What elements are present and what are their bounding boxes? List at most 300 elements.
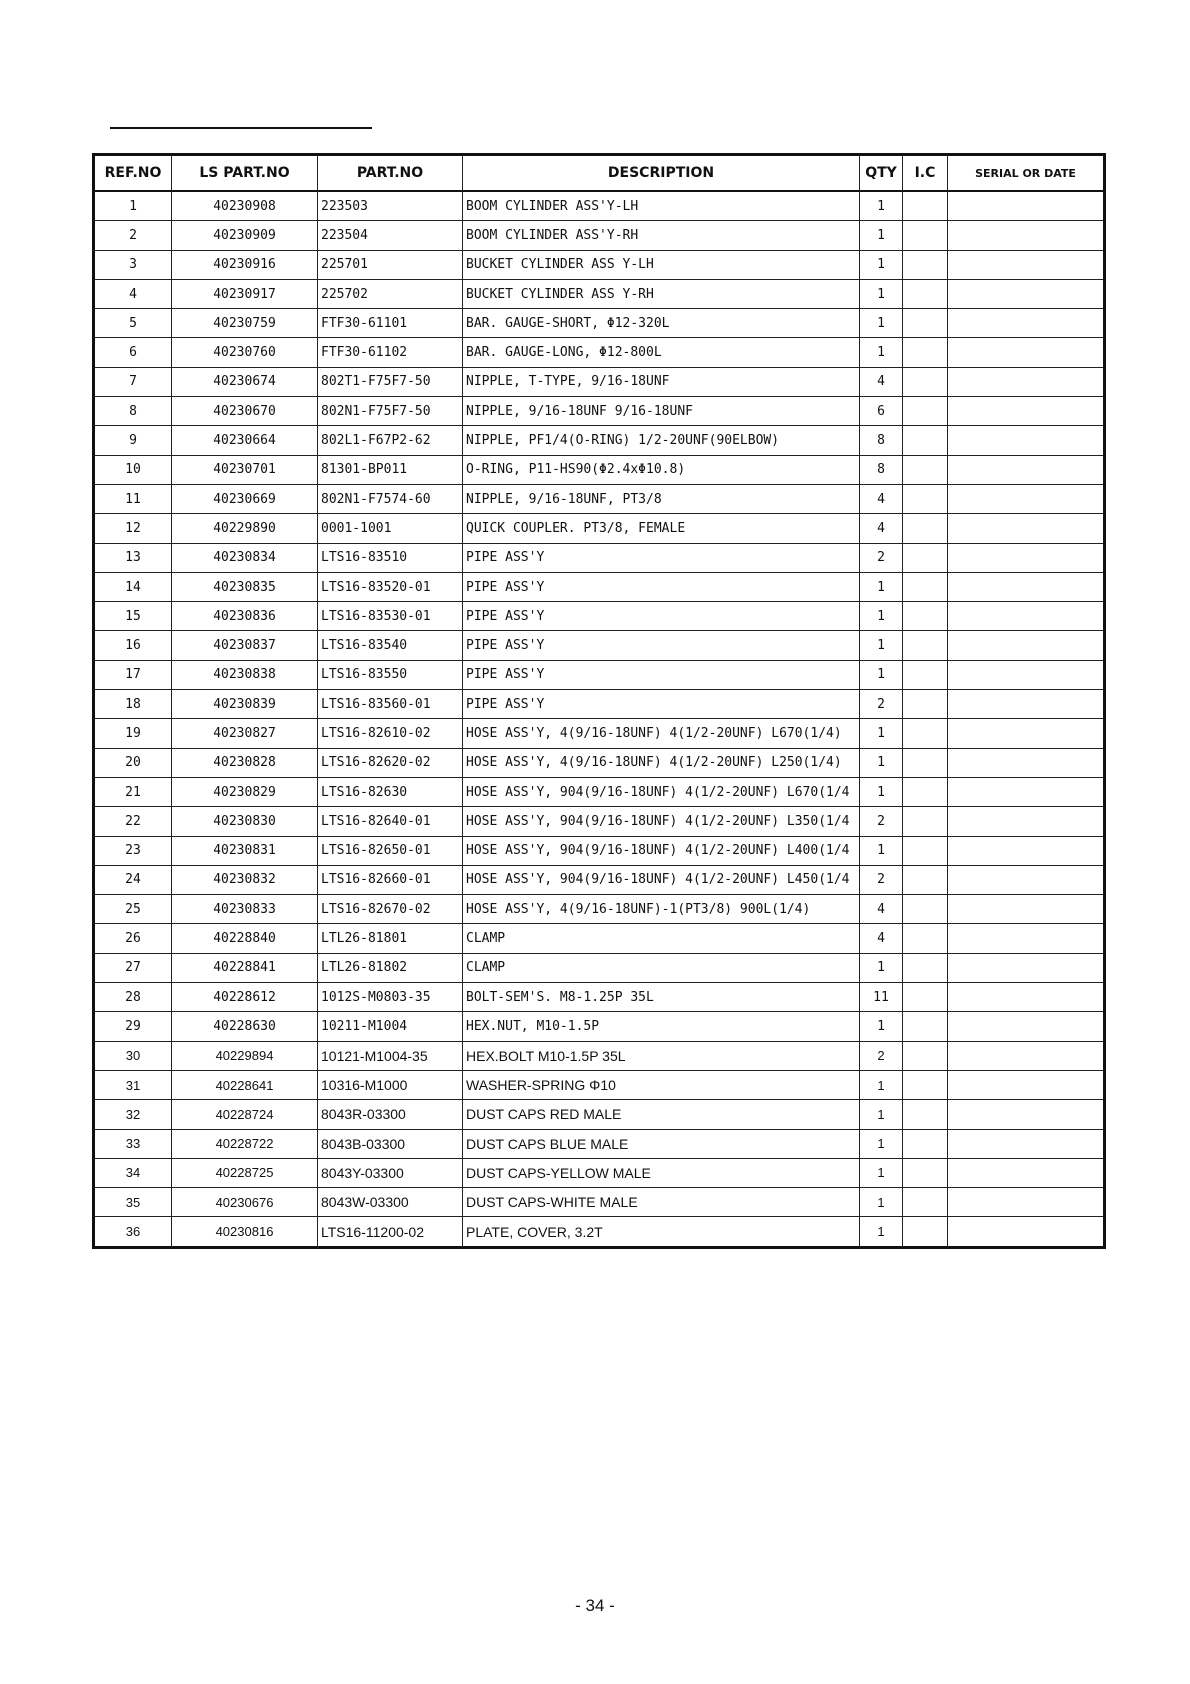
description-cell: HOSE ASS'Y, 904(9/16-18UNF) 4(1/2-20UNF) L350(1/4 [463,807,860,836]
table-row [94,895,1105,924]
table-row [94,777,1105,806]
serial-or-date-cell [948,514,1105,543]
qty-cell: 1 [860,748,903,777]
ref-no-cell: 26 [94,924,172,953]
part-no-cell: 223503 [318,191,463,221]
ref-no-cell: 24 [94,865,172,894]
ref-no-cell: 4 [94,279,172,308]
description-cell: BOOM CYLINDER ASS'Y-RH [463,221,860,250]
ic-cell [903,1129,948,1158]
table-row [94,1158,1105,1187]
ic-cell [903,690,948,719]
ic-cell [903,397,948,426]
table-row [94,836,1105,865]
table-row [94,1100,1105,1129]
ref-no-cell: 30 [94,1041,172,1070]
ref-no-cell: 27 [94,953,172,982]
qty-cell: 2 [860,690,903,719]
ls-part-no-cell: 40230676 [172,1188,318,1217]
table-row [94,484,1105,513]
part-no-cell: LTS16-82630 [318,777,463,806]
ls-part-no-cell: 40228725 [172,1158,318,1187]
ls-part-no-cell: 40230830 [172,807,318,836]
description-cell: PIPE ASS'Y [463,602,860,631]
qty-cell: 2 [860,543,903,572]
ls-part-no-cell: 40230837 [172,631,318,660]
qty-cell: 1 [860,1012,903,1041]
qty-cell: 8 [860,455,903,484]
part-no-cell: LTL26-81802 [318,953,463,982]
part-no-cell: 8043R-03300 [318,1100,463,1129]
part-no-cell: 802L1-F67P2-62 [318,426,463,455]
serial-or-date-cell [948,631,1105,660]
table-row [94,397,1105,426]
description-cell: PIPE ASS'Y [463,572,860,601]
ic-cell [903,983,948,1012]
qty-cell: 1 [860,953,903,982]
part-no-cell: LTS16-83530-01 [318,602,463,631]
part-no-cell: LTS16-82610-02 [318,719,463,748]
ls-part-no-cell: 40230839 [172,690,318,719]
description-cell: PIPE ASS'Y [463,690,860,719]
table-row [94,660,1105,689]
ic-cell [903,1188,948,1217]
part-no-cell: LTS16-82640-01 [318,807,463,836]
part-no-cell: LTS16-83510 [318,543,463,572]
ic-cell [903,367,948,396]
ls-part-no-cell: 40230831 [172,836,318,865]
serial-or-date-cell [948,484,1105,513]
part-no-cell: 8043W-03300 [318,1188,463,1217]
part-no-cell: 802N1-F75F7-50 [318,397,463,426]
part-no-cell: 0001-1001 [318,514,463,543]
ref-no-cell: 2 [94,221,172,250]
ls-part-no-cell: 40230835 [172,572,318,601]
table-row [94,514,1105,543]
part-no-cell: LTS16-82660-01 [318,865,463,894]
part-no-cell: 10316-M1000 [318,1070,463,1099]
table-row [94,807,1105,836]
ic-cell [903,777,948,806]
ref-no-cell: 19 [94,719,172,748]
description-cell: NIPPLE, PF1/4(O-RING) 1/2-20UNF(90ELBOW) [463,426,860,455]
qty-cell: 1 [860,309,903,338]
ref-no-cell: 32 [94,1100,172,1129]
header-serial-or-date: SERIAL OR DATE [948,155,1105,192]
ic-cell [903,895,948,924]
part-no-cell: LTS16-83520-01 [318,572,463,601]
table-row [94,279,1105,308]
qty-cell: 4 [860,367,903,396]
description-cell: PIPE ASS'Y [463,631,860,660]
description-cell: HEX.BOLT M10-1.5P 35L [463,1041,860,1070]
ic-cell [903,748,948,777]
ls-part-no-cell: 40230759 [172,309,318,338]
ref-no-cell: 5 [94,309,172,338]
table-body [94,191,1105,1247]
ic-cell [903,426,948,455]
table-row [94,1129,1105,1158]
qty-cell: 6 [860,397,903,426]
serial-or-date-cell [948,1012,1105,1041]
ref-no-cell: 13 [94,543,172,572]
ls-part-no-cell: 40230917 [172,279,318,308]
header-description: DESCRIPTION [463,155,860,192]
serial-or-date-cell [948,660,1105,689]
part-no-cell: 10121-M1004-35 [318,1041,463,1070]
serial-or-date-cell [948,221,1105,250]
ic-cell [903,631,948,660]
ls-part-no-cell: 40230827 [172,719,318,748]
ic-cell [903,1100,948,1129]
table-row [94,572,1105,601]
table-row [94,690,1105,719]
ls-part-no-cell: 40230909 [172,221,318,250]
qty-cell: 1 [860,1100,903,1129]
ic-cell [903,1012,948,1041]
ls-part-no-cell: 40230908 [172,191,318,221]
ls-part-no-cell: 40228612 [172,983,318,1012]
ref-no-cell: 29 [94,1012,172,1041]
ic-cell [903,836,948,865]
ref-no-cell: 34 [94,1158,172,1187]
serial-or-date-cell [948,1070,1105,1099]
serial-or-date-cell [948,777,1105,806]
ls-part-no-cell: 40228724 [172,1100,318,1129]
ic-cell [903,602,948,631]
table-row [94,221,1105,250]
description-cell: PIPE ASS'Y [463,660,860,689]
qty-cell: 1 [860,1158,903,1187]
ref-no-cell: 35 [94,1188,172,1217]
qty-cell: 2 [860,1041,903,1070]
ls-part-no-cell: 40230670 [172,397,318,426]
table-row [94,543,1105,572]
description-cell: BAR. GAUGE-LONG, Φ12-800L [463,338,860,367]
ref-no-cell: 9 [94,426,172,455]
parts-table [92,153,1106,1249]
qty-cell: 4 [860,514,903,543]
qty-cell: 1 [860,1070,903,1099]
ref-no-cell: 6 [94,338,172,367]
ls-part-no-cell: 40230836 [172,602,318,631]
description-cell: DUST CAPS-YELLOW MALE [463,1158,860,1187]
qty-cell: 1 [860,279,903,308]
ls-part-no-cell: 40228641 [172,1070,318,1099]
description-cell: DUST CAPS-WHITE MALE [463,1188,860,1217]
ic-cell [903,250,948,279]
qty-cell: 1 [860,777,903,806]
part-no-cell: LTL26-81801 [318,924,463,953]
qty-cell: 1 [860,572,903,601]
ic-cell [903,455,948,484]
ref-no-cell: 25 [94,895,172,924]
qty-cell: 11 [860,983,903,1012]
part-no-cell: 8043B-03300 [318,1129,463,1158]
qty-cell: 4 [860,484,903,513]
description-cell: DUST CAPS RED MALE [463,1100,860,1129]
description-cell: HOSE ASS'Y, 4(9/16-18UNF) 4(1/2-20UNF) L670(1/4) [463,719,860,748]
table-row [94,953,1105,982]
table-row [94,1217,1105,1247]
ic-cell [903,543,948,572]
qty-cell: 1 [860,191,903,221]
qty-cell: 1 [860,338,903,367]
description-cell: PIPE ASS'Y [463,543,860,572]
qty-cell: 1 [860,250,903,279]
part-no-cell: FTF30-61101 [318,309,463,338]
ls-part-no-cell: 40228630 [172,1012,318,1041]
part-no-cell: LTS16-83550 [318,660,463,689]
header-part-no: PART.NO [318,155,463,192]
ref-no-cell: 20 [94,748,172,777]
description-cell: O-RING, P11-HS90(Φ2.4xΦ10.8) [463,455,860,484]
serial-or-date-cell [948,602,1105,631]
ic-cell [903,279,948,308]
table-row [94,455,1105,484]
serial-or-date-cell [948,865,1105,894]
ref-no-cell: 16 [94,631,172,660]
part-no-cell: 10211-M1004 [318,1012,463,1041]
ref-no-cell: 10 [94,455,172,484]
table-row [94,309,1105,338]
ic-cell [903,660,948,689]
page-number: - 34 - [575,1596,615,1615]
table-row [94,338,1105,367]
serial-or-date-cell [948,1188,1105,1217]
serial-or-date-cell [948,191,1105,221]
table-row [94,865,1105,894]
ls-part-no-cell: 40230832 [172,865,318,894]
serial-or-date-cell [948,250,1105,279]
ref-no-cell: 14 [94,572,172,601]
header-ic: I.C [903,155,948,192]
part-no-cell: 223504 [318,221,463,250]
serial-or-date-cell [948,309,1105,338]
description-cell: BUCKET CYLINDER ASS Y-LH [463,250,860,279]
ic-cell [903,221,948,250]
header-ls-part-no: LS PART.NO [172,155,318,192]
qty-cell: 1 [860,221,903,250]
ic-cell [903,1041,948,1070]
part-no-cell: 225702 [318,279,463,308]
ls-part-no-cell: 40230701 [172,455,318,484]
description-cell: BOOM CYLINDER ASS'Y-LH [463,191,860,221]
ic-cell [903,514,948,543]
description-cell: CLAMP [463,924,860,953]
ref-no-cell: 22 [94,807,172,836]
serial-or-date-cell [948,426,1105,455]
qty-cell: 4 [860,924,903,953]
description-cell: NIPPLE, 9/16-18UNF 9/16-18UNF [463,397,860,426]
serial-or-date-cell [948,748,1105,777]
title-underline [110,127,372,129]
description-cell: HOSE ASS'Y, 4(9/16-18UNF) 4(1/2-20UNF) L250(1/4) [463,748,860,777]
table-row [94,719,1105,748]
qty-cell: 2 [860,807,903,836]
qty-cell: 1 [860,719,903,748]
table-row [94,602,1105,631]
table-row [94,631,1105,660]
table-row [94,1188,1105,1217]
part-no-cell: FTF30-61102 [318,338,463,367]
serial-or-date-cell [948,836,1105,865]
ref-no-cell: 21 [94,777,172,806]
ref-no-cell: 15 [94,602,172,631]
serial-or-date-cell [948,807,1105,836]
serial-or-date-cell [948,455,1105,484]
serial-or-date-cell [948,397,1105,426]
part-no-cell: LTS16-82650-01 [318,836,463,865]
ref-no-cell: 11 [94,484,172,513]
qty-cell: 1 [860,1129,903,1158]
serial-or-date-cell [948,1100,1105,1129]
description-cell: PLATE, COVER, 3.2T [463,1217,860,1247]
ic-cell [903,953,948,982]
table-row [94,250,1105,279]
serial-or-date-cell [948,983,1105,1012]
description-cell: NIPPLE, 9/16-18UNF, PT3/8 [463,484,860,513]
description-cell: WASHER-SPRING Φ10 [463,1070,860,1099]
ls-part-no-cell: 40230833 [172,895,318,924]
qty-cell: 1 [860,836,903,865]
part-no-cell: 802N1-F7574-60 [318,484,463,513]
ref-no-cell: 3 [94,250,172,279]
table-row [94,983,1105,1012]
serial-or-date-cell [948,1158,1105,1187]
serial-or-date-cell [948,572,1105,601]
ls-part-no-cell: 40229894 [172,1041,318,1070]
qty-cell: 1 [860,1217,903,1247]
description-cell: CLAMP [463,953,860,982]
ic-cell [903,572,948,601]
ic-cell [903,807,948,836]
serial-or-date-cell [948,543,1105,572]
qty-cell: 2 [860,865,903,894]
ls-part-no-cell: 40229890 [172,514,318,543]
qty-cell: 8 [860,426,903,455]
serial-or-date-cell [948,1217,1105,1247]
ref-no-cell: 33 [94,1129,172,1158]
ic-cell [903,1070,948,1099]
ref-no-cell: 7 [94,367,172,396]
ls-part-no-cell: 40228722 [172,1129,318,1158]
description-cell: QUICK COUPLER. PT3/8, FEMALE [463,514,860,543]
description-cell: HOSE ASS'Y, 904(9/16-18UNF) 4(1/2-20UNF) L670(1/4 [463,777,860,806]
part-no-cell: LTS16-83540 [318,631,463,660]
ls-part-no-cell: 40230916 [172,250,318,279]
serial-or-date-cell [948,279,1105,308]
ref-no-cell: 8 [94,397,172,426]
table-row [94,1012,1105,1041]
qty-cell: 1 [860,660,903,689]
description-cell: NIPPLE, T-TYPE, 9/16-18UNF [463,367,860,396]
description-cell: BOLT-SEM'S. M8-1.25P 35L [463,983,860,1012]
ls-part-no-cell: 40230664 [172,426,318,455]
ic-cell [903,1217,948,1247]
ref-no-cell: 1 [94,191,172,221]
ref-no-cell: 17 [94,660,172,689]
ls-part-no-cell: 40230828 [172,748,318,777]
header-qty: QTY [860,155,903,192]
ic-cell [903,924,948,953]
description-cell: HOSE ASS'Y, 904(9/16-18UNF) 4(1/2-20UNF) L450(1/4 [463,865,860,894]
description-cell: HEX.NUT, M10-1.5P [463,1012,860,1041]
ls-part-no-cell: 40230834 [172,543,318,572]
table-row [94,1070,1105,1099]
part-no-cell: LTS16-11200-02 [318,1217,463,1247]
ref-no-cell: 36 [94,1217,172,1247]
description-cell: HOSE ASS'Y, 904(9/16-18UNF) 4(1/2-20UNF) L400(1/4 [463,836,860,865]
ls-part-no-cell: 40228841 [172,953,318,982]
ic-cell [903,719,948,748]
header-ref-no: REF.NO [94,155,172,192]
qty-cell: 4 [860,895,903,924]
part-no-cell: LTS16-82670-02 [318,895,463,924]
part-no-cell: LTS16-82620-02 [318,748,463,777]
serial-or-date-cell [948,719,1105,748]
ref-no-cell: 23 [94,836,172,865]
qty-cell: 1 [860,631,903,660]
ls-part-no-cell: 40230829 [172,777,318,806]
serial-or-date-cell [948,924,1105,953]
serial-or-date-cell [948,338,1105,367]
table-row [94,191,1105,221]
serial-or-date-cell [948,1129,1105,1158]
ic-cell [903,484,948,513]
serial-or-date-cell [948,690,1105,719]
qty-cell: 1 [860,1188,903,1217]
serial-or-date-cell [948,367,1105,396]
description-cell: HOSE ASS'Y, 4(9/16-18UNF)-1(PT3/8) 900L(1/4) [463,895,860,924]
part-no-cell: 1012S-M0803-35 [318,983,463,1012]
part-no-cell: 802T1-F75F7-50 [318,367,463,396]
ref-no-cell: 12 [94,514,172,543]
table-row [94,367,1105,396]
ic-cell [903,865,948,894]
ic-cell [903,338,948,367]
ls-part-no-cell: 40228840 [172,924,318,953]
serial-or-date-cell [948,953,1105,982]
description-cell: BUCKET CYLINDER ASS Y-RH [463,279,860,308]
part-no-cell: LTS16-83560-01 [318,690,463,719]
table-row [94,748,1105,777]
ref-no-cell: 28 [94,983,172,1012]
description-cell: BAR. GAUGE-SHORT, Φ12-320L [463,309,860,338]
ic-cell [903,1158,948,1187]
table-header-row [94,155,1105,192]
ls-part-no-cell: 40230816 [172,1217,318,1247]
ref-no-cell: 31 [94,1070,172,1099]
serial-or-date-cell [948,895,1105,924]
part-no-cell: 225701 [318,250,463,279]
serial-or-date-cell [948,1041,1105,1070]
ref-no-cell: 18 [94,690,172,719]
table-row [94,1041,1105,1070]
ic-cell [903,191,948,221]
part-no-cell: 81301-BP011 [318,455,463,484]
ic-cell [903,309,948,338]
ls-part-no-cell: 40230669 [172,484,318,513]
ls-part-no-cell: 40230760 [172,338,318,367]
qty-cell: 1 [860,602,903,631]
ls-part-no-cell: 40230838 [172,660,318,689]
ls-part-no-cell: 40230674 [172,367,318,396]
part-no-cell: 8043Y-03300 [318,1158,463,1187]
table-row [94,924,1105,953]
description-cell: DUST CAPS BLUE MALE [463,1129,860,1158]
table-row [94,426,1105,455]
